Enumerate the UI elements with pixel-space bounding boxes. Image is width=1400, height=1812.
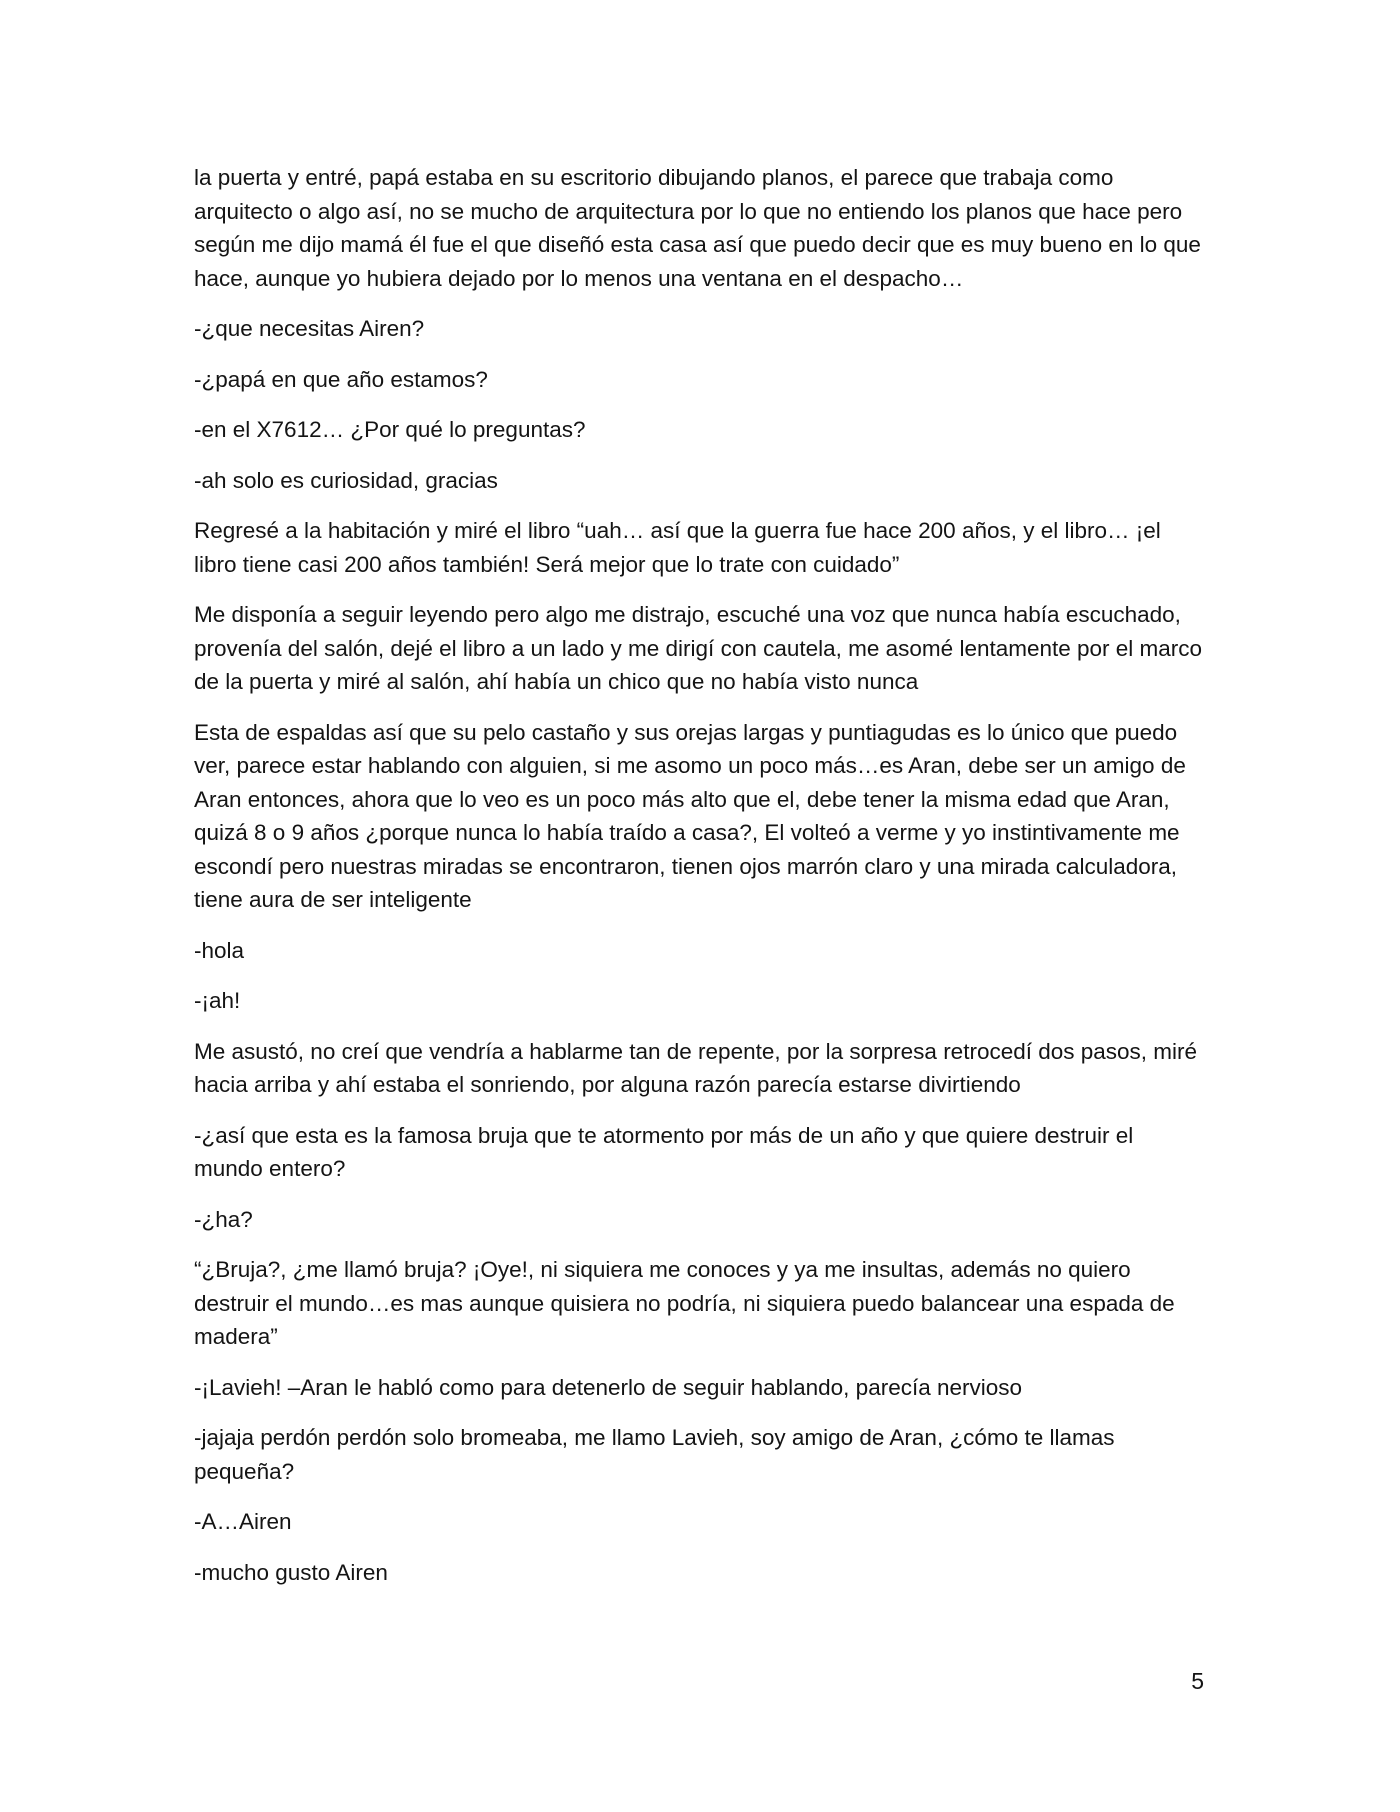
dialogue-line: -en el X7612… ¿Por qué lo preguntas? <box>194 417 586 442</box>
paragraph: Regresé a la habitación y miré el libro “uah… así que la guerra fue hace 200 años, y el libro… ¡el libro tiene casi 200 años también! Será mejor que lo trate con cuidado” <box>194 518 1161 577</box>
dialogue-line: -¡Lavieh! –Aran le habló como para detenerlo de seguir hablando, parecía nervioso <box>194 1374 1023 1400</box>
dialogue-line: -hola <box>194 937 245 963</box>
paragraph: Esta de espaldas así que su pelo castaño y sus orejas largas y puntiagudas es lo único que puedo ver, parece estar hablando con alguien, si me asomo un poco más…es Aran, debe ser un amigo de Aran entonces, ahora que lo veo es un poco más alto que el, debe tener la misma edad que Aran, quizá 8 o 9 años ¿porque nunca lo había traído a casa?, El volteó a verme y yo instintivamente me escondí pero nuestras miradas se encontraron, tienen ojos marrón claro y una mirada calculadora, tiene aura de ser inteligente <box>194 719 1186 912</box>
body-text <box>194 161 1204 1606</box>
dialogue-line: -¡ah! <box>194 988 241 1013</box>
dialogue-line: -¿papá en que año estamos? <box>194 366 488 392</box>
dialogue-line: -A…Airen <box>194 1509 292 1534</box>
page-number: 5 <box>1191 1668 1204 1694</box>
dialogue-line: -ah solo es curiosidad, gracias <box>194 467 498 493</box>
dialogue-line: -¿que necesitas Airen? <box>194 316 425 341</box>
dialogue-line: -¿ha? <box>194 1206 253 1232</box>
dialogue-line: -jajaja perdón perdón solo bromeaba, me llamo Lavieh, soy amigo de Aran, ¿cómo te llamas pequeña? <box>194 1425 1115 1484</box>
paragraph: Me disponía a seguir leyendo pero algo me distrajo, escuché una voz que nunca había escuchado, provenía del salón, dejé el libro a un lado y me dirigí con cautela, me asomé lentamente por el marco de la puerta y miré al salón, ahí había un chico que no había visto nunca <box>194 602 1203 694</box>
paragraph: “¿Bruja?, ¿me llamó bruja? ¡Oye!, ni siquiera me conoces y ya me insultas, además no quiero destruir el mundo…es mas aunque quisiera no podría, ni siquiera puedo balancear una espada de madera” <box>194 1257 1175 1349</box>
paragraph: Me asustó, no creí que vendría a hablarme tan de repente, por la sorpresa retrocedí dos pasos, miré hacia arriba y ahí estaba el sonriendo, por alguna razón parecía estarse divirtiendo <box>194 1038 1198 1097</box>
dialogue-line: -mucho gusto Airen <box>194 1559 388 1585</box>
dialogue-line: -¿así que esta es la famosa bruja que te atormento por más de un año y que quiere destruir el mundo entero? <box>194 1122 1134 1181</box>
paragraph: la puerta y entré, papá estaba en su escritorio dibujando planos, el parece que trabaja como arquitecto o algo así, no se mucho de arquitectura por lo que no entiendo los planos que hace pero según me dijo mamá él fue el que diseñó esta casa así que puedo decir que es muy bueno en lo que hace, aunque yo hubiera dejado por lo menos una ventana en el despacho… <box>194 165 1201 291</box>
